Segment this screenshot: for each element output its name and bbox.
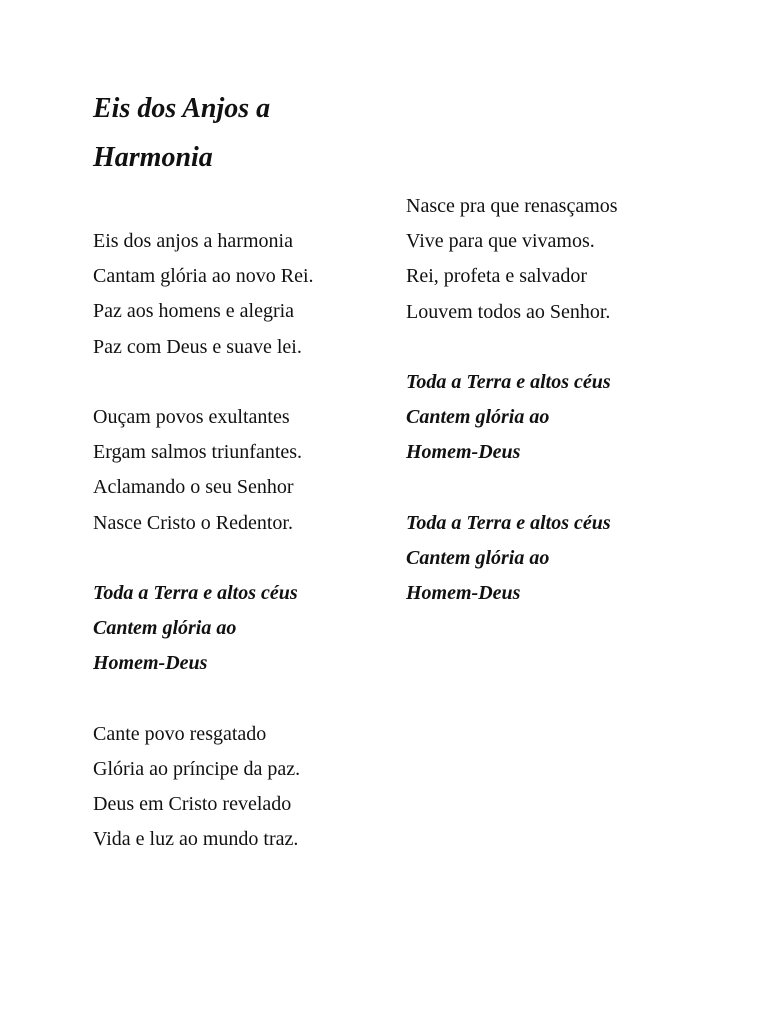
lyric-line: Aclamando o seu Senhor bbox=[93, 476, 294, 499]
lyric-line: Toda a Terra e altos céus bbox=[93, 582, 298, 604]
lyric-line: Ouçam povos exultantes bbox=[93, 406, 290, 428]
lyric-line: Cantem glória ao bbox=[93, 617, 237, 640]
refrain-stanza bbox=[93, 576, 393, 682]
verse-stanza bbox=[93, 717, 393, 858]
lyric-line: Nasce Cristo o Redentor. bbox=[93, 511, 293, 534]
lyric-line: Ergam salmos triunfantes. bbox=[93, 441, 303, 464]
lyric-line: Rei, profeta e salvador bbox=[406, 265, 588, 288]
right-lyrics-column bbox=[406, 189, 706, 611]
lyric-line: Homem-Deus bbox=[406, 582, 521, 605]
song-title bbox=[93, 84, 393, 182]
left-lyrics-column bbox=[93, 224, 393, 858]
lyric-line: Cantem glória ao bbox=[406, 406, 550, 429]
lyric-line: Vida e luz ao mundo traz. bbox=[93, 828, 299, 851]
lyric-line: Vive para que vivamos. bbox=[406, 230, 595, 253]
lyric-line: Nasce pra que renasçamos bbox=[406, 195, 618, 217]
verse-stanza bbox=[406, 189, 706, 330]
lyric-line: Louvem todos ao Senhor. bbox=[406, 300, 611, 323]
lyric-line: Paz aos homens e alegria bbox=[93, 300, 295, 323]
title-line: Harmonia bbox=[93, 142, 213, 173]
lyric-line: Cantem glória ao bbox=[406, 547, 550, 569]
lyric-line: Cantam glória ao novo Rei. bbox=[93, 265, 314, 288]
lyric-line: Homem-Deus bbox=[93, 652, 208, 675]
verse-stanza bbox=[93, 400, 393, 541]
lyric-line: Toda a Terra e altos céus bbox=[406, 371, 611, 393]
lyric-line: Toda a Terra e altos céus bbox=[406, 511, 611, 534]
lyric-line: Deus em Cristo revelado bbox=[93, 793, 292, 816]
lyric-line: Glória ao príncipe da paz. bbox=[93, 758, 301, 780]
lyric-line: Paz com Deus e suave lei. bbox=[93, 335, 302, 358]
refrain-stanza bbox=[406, 365, 706, 471]
verse-stanza bbox=[93, 224, 393, 365]
title-line: Eis dos Anjos a bbox=[93, 93, 271, 124]
lyric-line: Eis dos anjos a harmonia bbox=[93, 230, 293, 252]
lyric-line: Homem-Deus bbox=[406, 441, 521, 464]
refrain-stanza bbox=[406, 506, 706, 612]
lyric-line: Cante povo resgatado bbox=[93, 722, 267, 745]
